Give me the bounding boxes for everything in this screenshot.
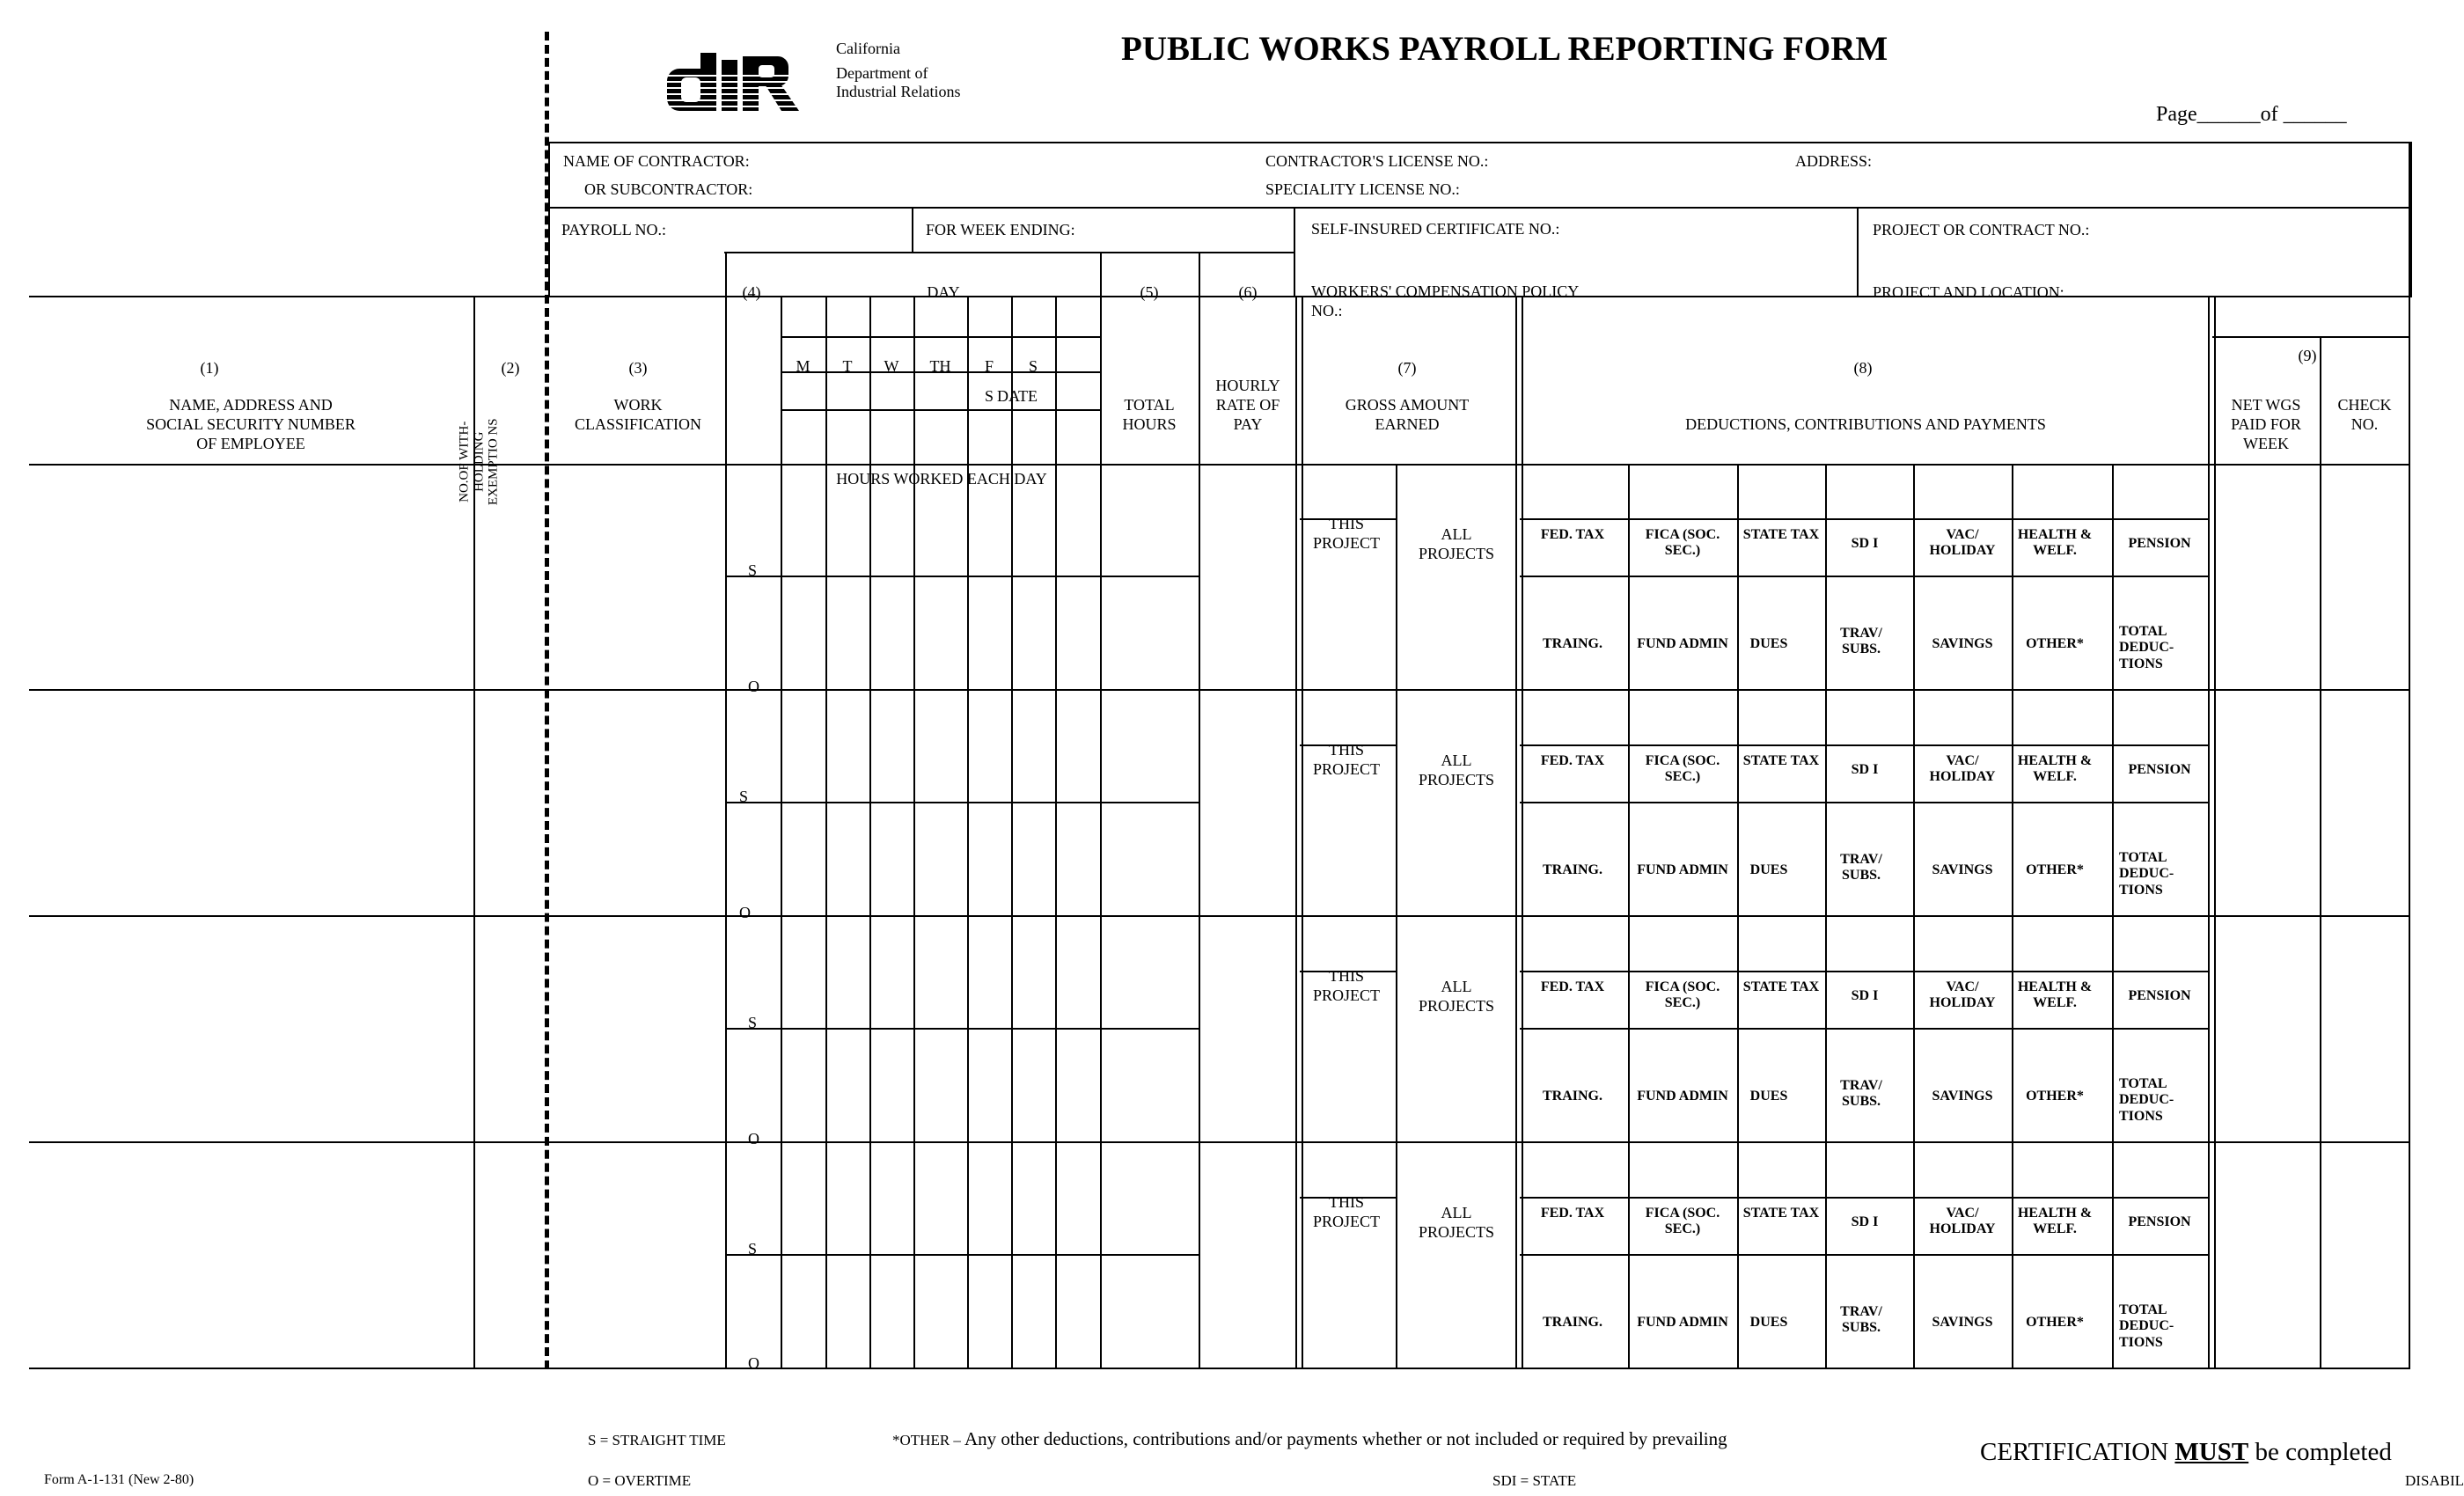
project-number-label: PROJECT OR CONTRACT NO.: [1873, 221, 2090, 238]
this-project-label: THIS PROJECT [1312, 1193, 1381, 1230]
divider [725, 1028, 1199, 1030]
divider [725, 1254, 1199, 1256]
deduction-state-tax: STATE TAX [1742, 527, 1820, 542]
col-6-header: HOURLY RATE OF PAY [1215, 377, 1280, 433]
be-completed-words: be completed [2255, 1438, 2392, 1466]
deduction-health-welf: HEALTH & WELF. [2017, 753, 2093, 785]
col-7-header: GROSS AMOUNT EARNED [1345, 396, 1470, 433]
divider [1737, 1142, 1739, 1368]
divider [2112, 464, 2114, 690]
page-counter: Page______of ______ [2156, 103, 2347, 126]
all-projects-label: ALL PROJECTS [1418, 978, 1495, 1015]
agency-line-3: Industrial Relations [836, 83, 961, 100]
overtime-marker: O [748, 678, 759, 695]
self-insured-label: SELF-INSURED CERTIFICATE NO.: [1311, 220, 1560, 238]
disability-note: DISABIL [2405, 1472, 2464, 1489]
deduction-other: OTHER* [2026, 862, 2084, 877]
divider [781, 409, 1100, 411]
divider [1913, 690, 1915, 916]
deduction-fica: FICA (SOC. SEC.) [1645, 979, 1720, 1011]
divider [1913, 464, 1915, 690]
overtime-legend: O = OVERTIME [588, 1472, 692, 1489]
dir-logo-graphic [662, 51, 803, 113]
deduction-total: TOTAL DEDUC- TIONS [2119, 1076, 2174, 1124]
divider [1857, 207, 1859, 297]
col-2-number: (2) [501, 359, 520, 377]
deduction-dues: DUES [1749, 1089, 1788, 1104]
divider [2012, 690, 2013, 916]
deduction-state-tax: STATE TAX [1742, 753, 1820, 768]
straight-time-marker: S [748, 1014, 758, 1031]
deduction-fed-tax: FED. TAX [1540, 1206, 1605, 1221]
day-header: DAY [927, 283, 960, 301]
must-word: MUST [2174, 1438, 2249, 1466]
col-8-header: DEDUCTIONS, CONTRIBUTIONS AND PAYMENTS [1685, 415, 2046, 433]
deduction-fed-tax: FED. TAX [1540, 979, 1605, 994]
deduction-training: TRAING. [1542, 636, 1602, 651]
deduction-savings: SAVINGS [1932, 636, 1993, 651]
deduction-trav-subs: TRAV/ SUBS. [1840, 1078, 1882, 1110]
deduction-sdi: SD I [1851, 536, 1879, 551]
deduction-training: TRAING. [1542, 1315, 1602, 1330]
straight-time-marker: S [739, 788, 749, 805]
employee-row [0, 690, 2464, 921]
this-project-label: THIS PROJECT [1312, 515, 1381, 552]
deduction-training: TRAING. [1542, 862, 1602, 877]
deduction-fund-admin: FUND ADMIN [1637, 1089, 1728, 1104]
divider [1825, 464, 1827, 690]
deduction-total: TOTAL DEDUC- TIONS [2119, 1302, 2174, 1350]
overtime-marker: O [748, 1354, 759, 1372]
deduction-pension: PENSION [2128, 988, 2191, 1003]
divider [1520, 1028, 2208, 1030]
form-title: PUBLIC WORKS PAYROLL REPORTING FORM [1121, 30, 1888, 68]
col-1-header: NAME, ADDRESS AND SOCIAL SECURITY NUMBER OF EMPLOYEE [146, 396, 356, 452]
straight-time-marker: S [748, 1240, 758, 1258]
divider [1913, 916, 1915, 1142]
deduction-fund-admin: FUND ADMIN [1637, 1315, 1728, 1330]
speciality-license-label: SPECIALITY LICENSE NO.: [1265, 180, 1460, 198]
straight-time-marker: S [748, 561, 758, 579]
col-5-number: (5) [1140, 283, 1159, 301]
deduction-sdi: SD I [1851, 988, 1879, 1003]
divider [548, 207, 2410, 209]
deduction-fica: FICA (SOC. SEC.) [1645, 527, 1720, 559]
certification-word: CERTIFICATION [1980, 1438, 2169, 1466]
deduction-other: OTHER* [2026, 636, 2084, 651]
this-project-label: THIS PROJECT [1312, 741, 1381, 778]
divider [1294, 207, 1295, 297]
deduction-dues: DUES [1749, 862, 1788, 877]
divider [724, 252, 1294, 253]
deduction-sdi: SD I [1851, 762, 1879, 777]
day-label-wednesday: W [884, 357, 899, 375]
agency-line-2: Department of [836, 64, 928, 82]
divider [1825, 1142, 1827, 1368]
divider [2112, 1142, 2114, 1368]
divider [2112, 690, 2114, 916]
divider [1913, 1142, 1915, 1368]
other-note-prefix: *OTHER – [892, 1432, 961, 1448]
deduction-fed-tax: FED. TAX [1540, 753, 1605, 768]
hours-worked-label: HOURS WORKED EACH DAY [836, 470, 1047, 488]
col-5-header: TOTAL HOURS [1122, 396, 1177, 433]
project-location-label: PROJECT AND LOCATION: [1873, 283, 2064, 301]
overtime-marker: O [739, 904, 751, 921]
divider [2212, 336, 2410, 338]
divider [1520, 576, 2208, 577]
col-8-number: (8) [1853, 359, 1873, 377]
divider [1628, 464, 1630, 690]
deduction-health-welf: HEALTH & WELF. [2017, 527, 2093, 559]
col-1-number: (1) [200, 359, 219, 377]
divider [1628, 1142, 1630, 1368]
deduction-fica: FICA (SOC. SEC.) [1645, 753, 1720, 785]
overtime-marker: O [748, 1130, 759, 1148]
deduction-vac-holiday: VAC/ HOLIDAY [1929, 527, 1996, 559]
divider [1520, 1197, 2208, 1199]
deduction-health-welf: HEALTH & WELF. [2017, 979, 2093, 1011]
divider [1737, 916, 1739, 1142]
day-label-saturday: S [1028, 357, 1038, 375]
certification-notice [1980, 1440, 2392, 1465]
employee-row [0, 464, 2464, 695]
sdi-note: SDI = STATE [1492, 1472, 1577, 1489]
day-label-monday: M [796, 357, 810, 375]
divider [2012, 916, 2013, 1142]
deduction-fed-tax: FED. TAX [1540, 527, 1605, 542]
deduction-pension: PENSION [2128, 1214, 2191, 1229]
day-label-friday: F [984, 357, 994, 375]
deduction-savings: SAVINGS [1932, 1315, 1993, 1330]
all-projects-label: ALL PROJECTS [1418, 752, 1495, 788]
divider [1520, 518, 2208, 520]
deduction-state-tax: STATE TAX [1742, 1206, 1820, 1221]
deduction-other: OTHER* [2026, 1089, 2084, 1104]
divider [1520, 744, 2208, 746]
deduction-other: OTHER* [2026, 1315, 2084, 1330]
deduction-fund-admin: FUND ADMIN [1637, 862, 1728, 877]
deduction-vac-holiday: VAC/ HOLIDAY [1929, 979, 1996, 1011]
day-label-tuesday: T [842, 357, 853, 375]
deduction-fund-admin: FUND ADMIN [1637, 636, 1728, 651]
divider [1628, 690, 1630, 916]
divider [1737, 464, 1739, 690]
day-label-thursday: TH [929, 357, 951, 375]
divider [1737, 690, 1739, 916]
col-6-number: (6) [1238, 283, 1258, 301]
deduction-pension: PENSION [2128, 762, 2191, 777]
col-7-number: (7) [1397, 359, 1417, 377]
col-9-number: (9) [2298, 347, 2317, 364]
deduction-pension: PENSION [2128, 536, 2191, 551]
deduction-savings: SAVINGS [1932, 862, 1993, 877]
deduction-savings: SAVINGS [1932, 1089, 1993, 1104]
divider [1825, 690, 1827, 916]
workers-comp-label: WORKERS' COMPENSATION POLICY NO.: [1311, 282, 1579, 319]
payroll-number-label: PAYROLL NO.: [561, 221, 667, 238]
col-3-number: (3) [628, 359, 648, 377]
subcontractor-label: OR SUBCONTRACTOR: [584, 180, 753, 198]
divider [725, 576, 1199, 577]
deduction-vac-holiday: VAC/ HOLIDAY [1929, 1206, 1996, 1237]
divider [781, 336, 1100, 338]
col-3-header: WORK CLASSIFICATION [574, 396, 702, 433]
col-9-header: NET WGS PAID FOR WEEK [2231, 396, 2301, 452]
deduction-dues: DUES [1749, 1315, 1788, 1330]
divider [2012, 464, 2013, 690]
deduction-total: TOTAL DEDUC- TIONS [2119, 850, 2174, 898]
deduction-sdi: SD I [1851, 1214, 1879, 1229]
all-projects-label: ALL PROJECTS [1418, 1204, 1495, 1241]
divider [725, 802, 1199, 803]
divider [1520, 802, 2208, 803]
deduction-training: TRAING. [1542, 1089, 1602, 1104]
divider [912, 207, 913, 253]
check-no-header: CHECK NO. [2337, 396, 2392, 433]
divider [1520, 1254, 2208, 1256]
day-label-sunday: S [984, 387, 994, 405]
address-label: ADDRESS: [1795, 152, 1873, 170]
all-projects-label: ALL PROJECTS [1418, 525, 1495, 562]
col-2-header: NO.OF WITH- HOLDING EXEMPTIO NS [457, 418, 501, 506]
deduction-total: TOTAL DEDUC- TIONS [2119, 624, 2174, 671]
deduction-dues: DUES [1749, 636, 1788, 651]
divider [1825, 916, 1827, 1142]
agency-line-1: California [836, 40, 900, 57]
employee-row [0, 916, 2464, 1148]
divider [2012, 1142, 2013, 1368]
date-label: DATE [997, 387, 1038, 405]
straight-time-legend: S = STRAIGHT TIME [588, 1432, 726, 1448]
employee-row [0, 1142, 2464, 1372]
deduction-fica: FICA (SOC. SEC.) [1645, 1206, 1720, 1237]
week-ending-label: FOR WEEK ENDING: [926, 221, 1075, 238]
deduction-state-tax: STATE TAX [1742, 979, 1820, 994]
divider [2112, 916, 2114, 1142]
dir-logo [662, 51, 803, 113]
divider [1520, 971, 2208, 972]
divider [1628, 916, 1630, 1142]
deduction-trav-subs: TRAV/ SUBS. [1840, 852, 1882, 884]
this-project-label: THIS PROJECT [1312, 967, 1381, 1004]
deduction-trav-subs: TRAV/ SUBS. [1840, 1304, 1882, 1336]
form-id: Form A-1-131 (New 2-80) [44, 1472, 194, 1487]
contractor-name-label: NAME OF CONTRACTOR: [563, 152, 750, 170]
deduction-health-welf: HEALTH & WELF. [2017, 1206, 2093, 1237]
deduction-vac-holiday: VAC/ HOLIDAY [1929, 753, 1996, 785]
license-label: CONTRACTOR'S LICENSE NO.: [1265, 152, 1489, 170]
col-4-number: (4) [742, 283, 761, 301]
deduction-trav-subs: TRAV/ SUBS. [1840, 626, 1882, 657]
other-note: Any other deductions, contributions and/or payments whether or not included or required by prevailing [964, 1428, 1727, 1449]
